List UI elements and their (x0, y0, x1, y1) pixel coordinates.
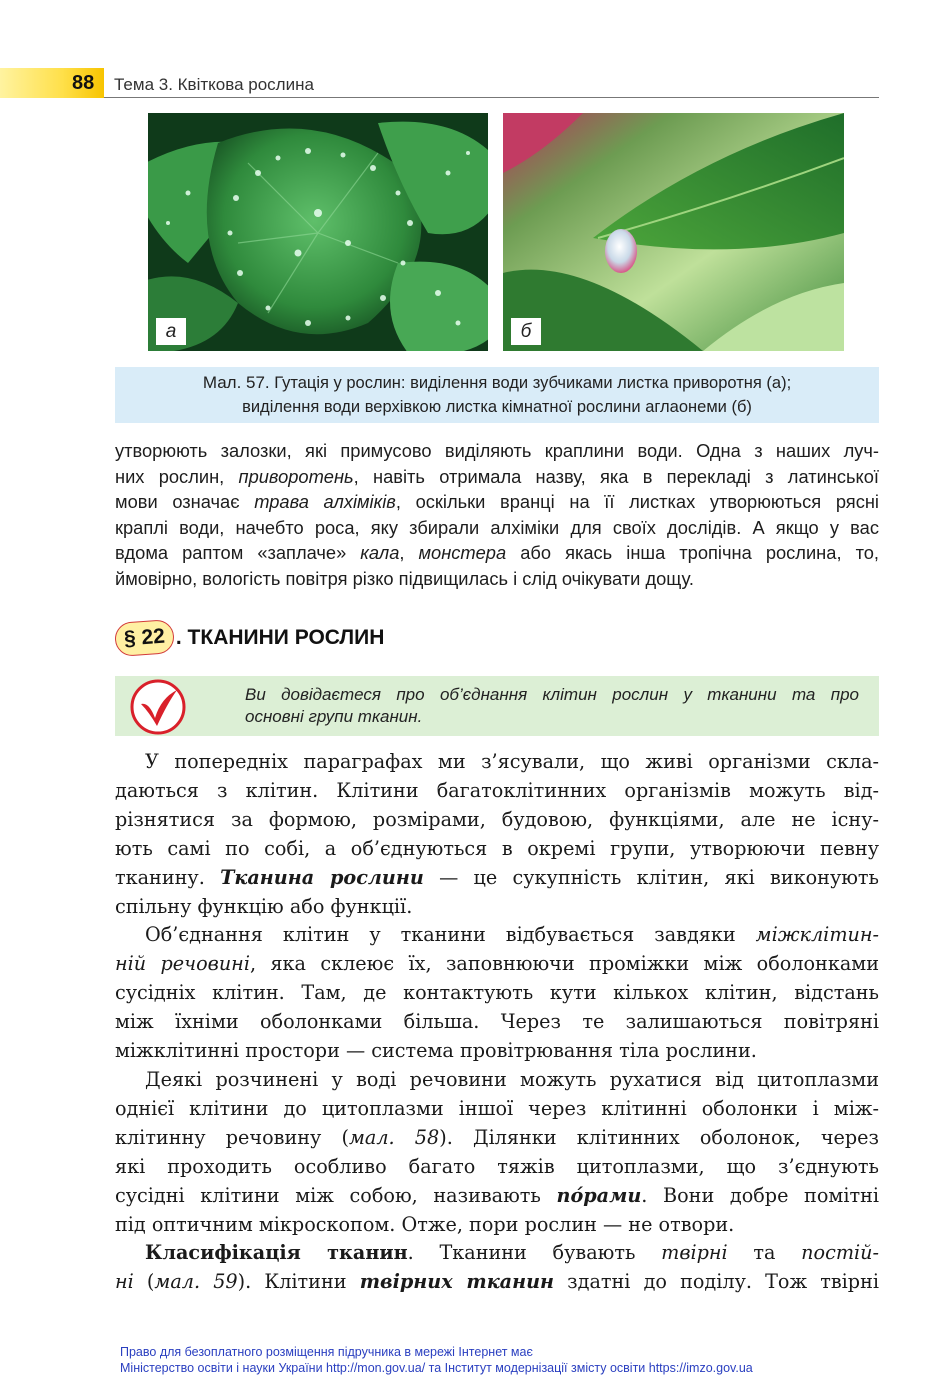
text-line: між їхніми оболонками більша. Через те залишаються повітряні (115, 1010, 879, 1034)
figure-caption (115, 367, 879, 423)
photo-b-aglaonema-leaf-drop (503, 113, 844, 351)
checkmark-circle-icon (127, 678, 189, 736)
objective-text: Ви довідаєтеся про об’єднання клітин рослин у тканини та про основні групи тканин. (245, 685, 859, 726)
text-line: вдома раптом «заплаче» кала, монстера або якась інша тропічна рослина, то, (115, 542, 879, 563)
text-line: Об’єднання клітин у тканини відбувається завдяки міжклітин- (145, 923, 879, 947)
text-line: утворюють залозки, які примусово виділяють краплини води. Одна з наших луч- (115, 440, 879, 461)
main-body-text (115, 748, 879, 1297)
page-number: 88 (72, 72, 95, 94)
text-line: сусідніх клітин. Там, де контактують кути кількох клітин, відстань (115, 981, 879, 1005)
header-rule (104, 97, 879, 98)
text-line: даються з клітин. Клітини багатоклітинних організмів можуть від- (115, 778, 879, 802)
text-line: однієї клітини до цитоплазми іншої через клітинні оболонки і між- (115, 1096, 879, 1120)
photo-label-b: б (511, 318, 541, 345)
text-line: міжклітинні простори — система провітрювання тіла рослини. (115, 1039, 757, 1063)
text-line: ють самі по собі, а об’єднуються в окремі групи, утворюючи певну (115, 836, 879, 860)
section-title: . ТКАНИНИ РОСЛИН (175, 626, 385, 649)
text-line: спільну функцію або функції. (115, 894, 413, 918)
text-line: Класифікація тканин. Тканини бувають твірні та постій- (145, 1241, 879, 1265)
text-line: Деякі розчинені у воді речовини можуть рухатися від цитоплазми (145, 1067, 879, 1091)
learning-objective-box (115, 676, 879, 736)
footer-line-1: Право для безоплатного розміщення підручника в мережі Інтернет має (120, 1345, 533, 1359)
footer-line-2[interactable]: Міністерство освіти і науки України http://mon.gov.ua/ та Інститут модернізації змісту освіти https://imzo.gov.ua (120, 1361, 753, 1375)
section-heading (115, 618, 384, 658)
text-line: сусідні клітини між собою, називають по́рами. Вони добре помітні (115, 1183, 880, 1207)
text-line: краплі води, начебто роса, яку збирали алхіміки для своїх дослідів. А якщо у вас (115, 516, 879, 538)
caption-line-1: Мал. 57. Гутація у рослин: виділення води зубчиками листка приворотня (а); (202, 373, 792, 392)
text-line: У попередніх параграфах ми з’ясували, що живі організми скла- (145, 750, 879, 773)
section-number: § 22 (114, 619, 175, 657)
running-title: Тема 3. Квіткова рослина (114, 75, 314, 94)
photo-label-a: а (156, 318, 186, 345)
intro-paragraph (115, 438, 879, 591)
text-line: ймовірно, вологість повітря різко підвищилась і слід очікувати дощу. (115, 567, 694, 589)
copyright-footer (120, 1344, 753, 1376)
text-line: тканину. Тканина рослини — це сукупність клітин, які виконують (115, 865, 879, 889)
text-line: під оптичним мікроскопом. Отже, пори рослин — не отвори. (115, 1212, 735, 1236)
text-line: різнятися за формою, розмірами, будовою, функціями, але не існу- (115, 807, 879, 831)
text-line: клітинну речовину (мал. 58). Ділянки клітинних оболонок, через (115, 1125, 879, 1149)
text-line: них рослин, приворотень, навіть отримала назву, яка в перекладі з латинської (115, 465, 880, 487)
text-line: ні (мал. 59). Клітини твірних тканин здатні до поділу. Тож твірні (115, 1270, 880, 1294)
text-line: ній речовині, яка склеює їх, заповнюючи проміжки між оболонками (115, 952, 879, 976)
text-line: які проходить особливо багато тяжів цитоплазми, що з’єднують (115, 1154, 879, 1178)
caption-line-2: виділення води верхівкою листка кімнатної рослини аглаонеми (б) (242, 398, 752, 416)
text-line: мови означає трава алхіміків, оскільки вранці на її листках утворюються рясні (115, 491, 879, 512)
photo-a-lady-mantle-leaves (148, 113, 488, 351)
